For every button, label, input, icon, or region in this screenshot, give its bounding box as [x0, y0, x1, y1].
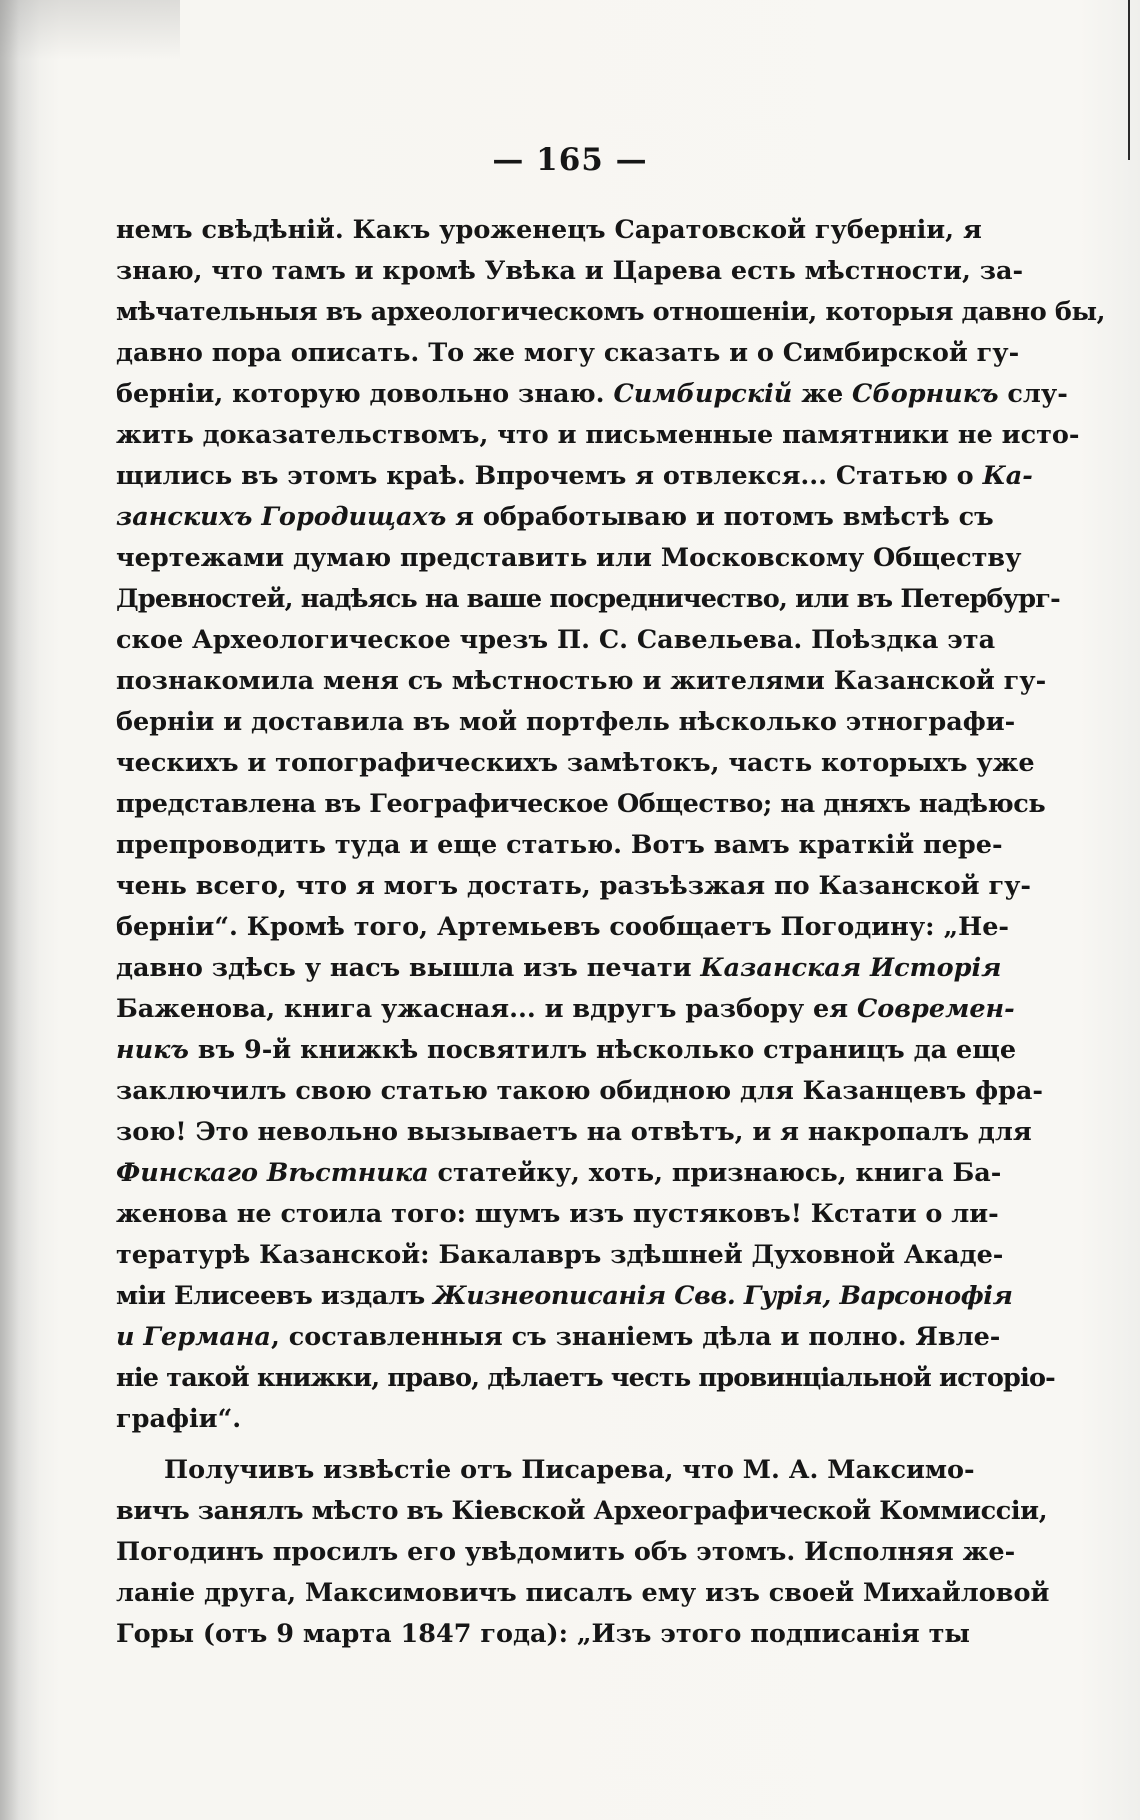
text-line [116, 1450, 975, 1491]
text-line [116, 1194, 999, 1235]
line-text: ческихъ и топографическихъ замѣтокъ, часть которыхъ уже [116, 748, 1035, 778]
text-line [116, 989, 1015, 1030]
line-text: Горы (отъ 9 марта 1847 года): „Изъ этого подписанія ты [116, 1619, 970, 1649]
line-text: ское Археологическое чрезъ П. С. Савельева. Поѣздка эта [116, 625, 996, 655]
line-text: препроводить туда и еще статью. Вотъ вамъ краткій пере- [116, 830, 1003, 860]
italic-text: Сборникъ [852, 379, 999, 409]
text-line [116, 825, 1003, 866]
italic-text: и Германа [116, 1322, 271, 1352]
text-line [116, 661, 1047, 702]
text-line [116, 1071, 1044, 1112]
text-line [116, 1399, 944, 1440]
line-text: знаю, что тамъ и кромѣ Увѣка и Царева есть мѣстности, за- [116, 256, 1024, 286]
line-text: Древностей, надѣясь на ваше посредничество, или въ Петербург- [116, 584, 1060, 614]
line-text: познакомила меня съ мѣстностью и жителями Казанской гу- [116, 666, 1047, 696]
line-text: графіи“. [116, 1404, 242, 1434]
spine-shadow [0, 0, 40, 1820]
italic-text: Ка- [982, 461, 1033, 491]
page-corner-shadow [0, 0, 180, 60]
line-text: тературѣ Казанской: Бакалавръ здѣшней Духовной Акаде- [116, 1240, 1004, 1270]
text-line [116, 292, 1106, 333]
line-text: представлена въ Географическое Общество; на дняхъ надѣюсь [116, 789, 1046, 819]
text-line [116, 1153, 1002, 1194]
text-line [116, 743, 1035, 784]
text-line [116, 866, 1031, 907]
line-text: слу- [998, 379, 1068, 409]
line-text: мѣчательныя въ археологическомъ отношеніи, которыя давно бы, [116, 297, 1106, 327]
line-text: Погодинъ просилъ его увѣдомить объ этомъ. Исполняя же- [116, 1537, 1016, 1567]
line-text: давно пора описать. То же могу сказать и о Симбирской гу- [116, 338, 1020, 368]
line-text: чень всего, что я могъ достать, разъѣзжая по Казанской гу- [116, 871, 1031, 901]
line-text: ланіе друга, Максимовичъ писалъ ему изъ своей Михайловой [116, 1578, 1050, 1608]
line-text: давно здѣсь у насъ вышла изъ печати [116, 953, 701, 983]
line-text: зою! Это невольно вызываетъ на отвѣтъ, и я накропалъ для [116, 1117, 1032, 1147]
line-text: берніи“. Кромѣ того, Артемьевъ сообщаетъ Погодину: „Не- [116, 912, 1010, 942]
text-line [116, 1358, 1055, 1399]
text-line [116, 1030, 1017, 1071]
text-line [116, 456, 1033, 497]
text-line [116, 1235, 1004, 1276]
line-text: заключилъ свою статью такою обидною для Казанцевъ фра- [116, 1076, 1044, 1106]
text-line [116, 702, 1016, 743]
line-text: ніе такой книжки, право, дѣлаетъ честь провинціальной исторіо- [116, 1363, 1055, 1393]
text-line [116, 1317, 1001, 1358]
line-text: статейку, хоть, признаюсь, книга Ба- [428, 1158, 1002, 1188]
text-line [116, 538, 1022, 579]
text-line [116, 620, 996, 661]
line-text: я обработываю и потомъ вмѣстѣ съ [446, 502, 994, 532]
text-line [116, 497, 994, 538]
text-line [116, 1532, 1016, 1573]
text-line [116, 210, 982, 251]
line-text: чертежами думаю представить или Московскому Обществу [116, 543, 1022, 573]
line-text: Баженова, книга ужасная... и вдругъ разбору ея [116, 994, 857, 1024]
text-line [116, 333, 1020, 374]
line-text: , составленныя съ знаніемъ дѣла и полно. Явле- [270, 1322, 1001, 1352]
page-number: — 165 — [492, 142, 648, 178]
text-line [116, 415, 1080, 456]
italic-text: занскихъ Городищахъ [116, 502, 447, 532]
text-line [116, 374, 1068, 415]
italic-text: Симбирскій [613, 379, 793, 409]
italic-text: Жизнеописанія Свв. Гурія, Варсонофія [433, 1281, 1013, 1311]
line-text: въ 9-й книжкѣ посвятилъ нѣсколько страницъ да еще [188, 1035, 1017, 1065]
page-edge-line [1128, 0, 1130, 160]
line-text: же [792, 379, 853, 409]
line-text: Получивъ извѣстіе отъ Писарева, что М. А. Максимо- [164, 1455, 975, 1485]
line-text: немъ свѣдѣній. Какъ уроженецъ Саратовской губерніи, я [116, 215, 982, 245]
italic-text: Финскаго Вѣстника [116, 1158, 429, 1188]
italic-text: никъ [116, 1035, 189, 1065]
text-line [116, 948, 1002, 989]
line-text: берніи и доставила въ мой портфель нѣсколько этнографи- [116, 707, 1016, 737]
body-text [116, 210, 1106, 1655]
text-line [116, 1491, 1048, 1532]
italic-text: Казанская Исторія [700, 953, 1002, 983]
line-text: щились въ этомъ краѣ. Впрочемъ я отвлекся... Статью о [116, 461, 983, 491]
text-line [116, 1573, 1050, 1614]
italic-text: Современ- [856, 994, 1015, 1024]
text-line [116, 1276, 1013, 1317]
text-line [116, 784, 1046, 825]
text-line [116, 1112, 1032, 1153]
text-line [116, 579, 1060, 620]
line-text: міи Елисеевъ издалъ [116, 1281, 434, 1311]
line-text: жить доказательствомъ, что и письменные памятники не исто- [116, 420, 1080, 450]
line-text: женова не стоила того: шумъ изъ пустяковъ! Кстати о ли- [116, 1199, 999, 1229]
line-text: вичъ занялъ мѣсто въ Кіевской Археографической Коммиссіи, [116, 1496, 1048, 1526]
line-text: берніи, которую довольно знаю. [116, 379, 614, 409]
text-line [116, 251, 1024, 292]
text-line [116, 1614, 970, 1655]
text-line [116, 907, 1010, 948]
